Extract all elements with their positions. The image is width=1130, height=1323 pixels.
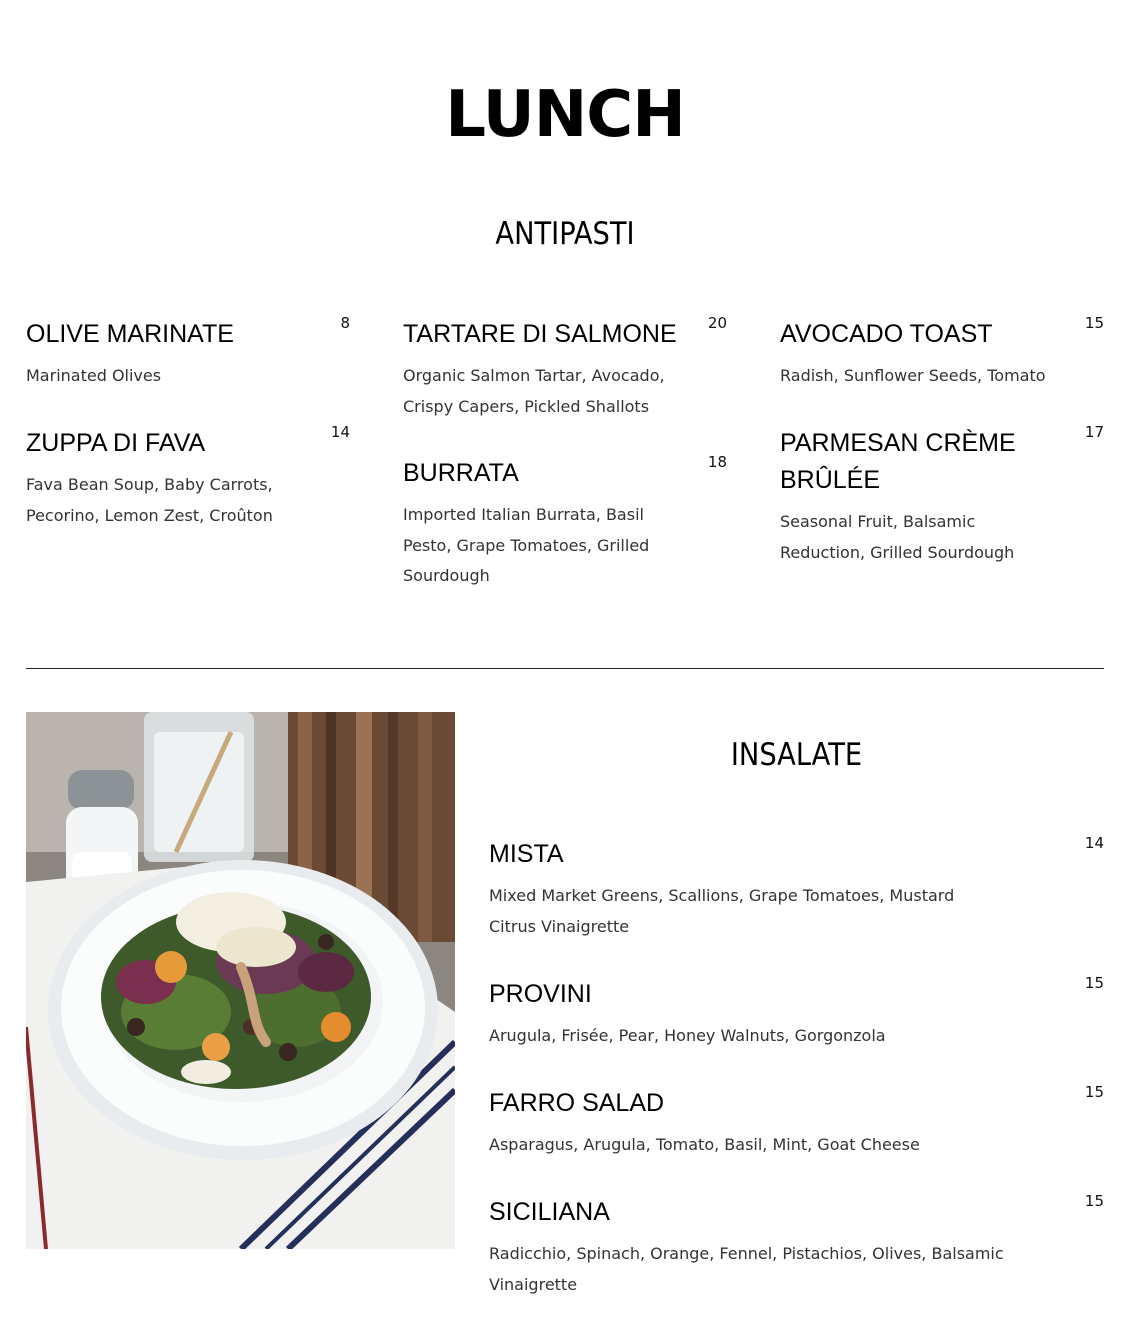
item-name: SICILIANA xyxy=(489,1198,610,1226)
item-description: Imported Italian Burrata, Basil Pesto, Grape Tomatoes, Grilled Sourdough xyxy=(403,505,650,585)
item-name: PARMESAN CRÈME BRÛLÉE xyxy=(780,429,1016,494)
menu-item-provini xyxy=(489,976,1104,1052)
item-name: OLIVE MARINATE xyxy=(26,320,234,348)
item-description: Organic Salmon Tartar, Avocado, Crispy Capers, Pickled Shallots xyxy=(403,366,665,416)
salad-photo xyxy=(26,712,455,1249)
item-name: TARTARE DI SALMONE xyxy=(403,320,677,348)
item-price: 17 xyxy=(1084,423,1104,441)
item-name: FARRO SALAD xyxy=(489,1089,665,1117)
item-price: 15 xyxy=(1084,1083,1104,1101)
antipasti-title: ANTIPASTI xyxy=(495,216,635,252)
menu-item-olive-marinate xyxy=(26,316,350,392)
page-title: LUNCH xyxy=(445,78,685,152)
item-description: Seasonal Fruit, Balsamic Reduction, Grilled Sourdough xyxy=(780,512,1015,562)
item-price: 20 xyxy=(707,314,727,332)
menu-item-tartare-di-salmone xyxy=(403,316,727,422)
item-description: Asparagus, Arugula, Tomato, Basil, Mint, Goat Cheese xyxy=(489,1135,920,1154)
section-divider xyxy=(26,668,1104,669)
item-name: MISTA xyxy=(489,840,564,868)
item-name: BURRATA xyxy=(403,459,519,487)
item-name: AVOCADO TOAST xyxy=(780,320,993,348)
item-price: 14 xyxy=(330,423,350,441)
item-price: 8 xyxy=(340,314,350,332)
item-price: 14 xyxy=(1084,834,1104,852)
menu-item-farro-salad xyxy=(489,1085,1104,1161)
salad-photo-illustration xyxy=(26,712,455,1249)
item-price: 15 xyxy=(1084,314,1104,332)
item-name: PROVINI xyxy=(489,980,592,1008)
insalate-title: INSALATE xyxy=(730,737,863,773)
item-price: 15 xyxy=(1084,974,1104,992)
item-description: Fava Bean Soup, Baby Carrots, Pecorino, Lemon Zest, Croûton xyxy=(26,475,273,525)
menu-item-mista xyxy=(489,836,1104,942)
item-name: ZUPPA DI FAVA xyxy=(26,429,206,457)
item-price: 18 xyxy=(707,453,727,471)
item-description: Arugula, Frisée, Pear, Honey Walnuts, Gorgonzola xyxy=(489,1026,886,1045)
menu-item-zuppa-di-fava xyxy=(26,425,350,531)
item-description: Mixed Market Greens, Scallions, Grape Tomatoes, Mustard Citrus Vinaigrette xyxy=(489,886,955,936)
menu-item-burrata xyxy=(403,455,727,592)
menu-item-siciliana xyxy=(489,1194,1104,1300)
menu-item-parmesan-creme-brulee xyxy=(780,425,1104,568)
item-description: Radish, Sunflower Seeds, Tomato xyxy=(780,366,1046,385)
item-price: 15 xyxy=(1084,1192,1104,1210)
item-description: Radicchio, Spinach, Orange, Fennel, Pistachios, Olives, Balsamic Vinaigrette xyxy=(489,1244,1004,1294)
item-description: Marinated Olives xyxy=(26,366,162,385)
menu-item-avocado-toast xyxy=(780,316,1104,392)
